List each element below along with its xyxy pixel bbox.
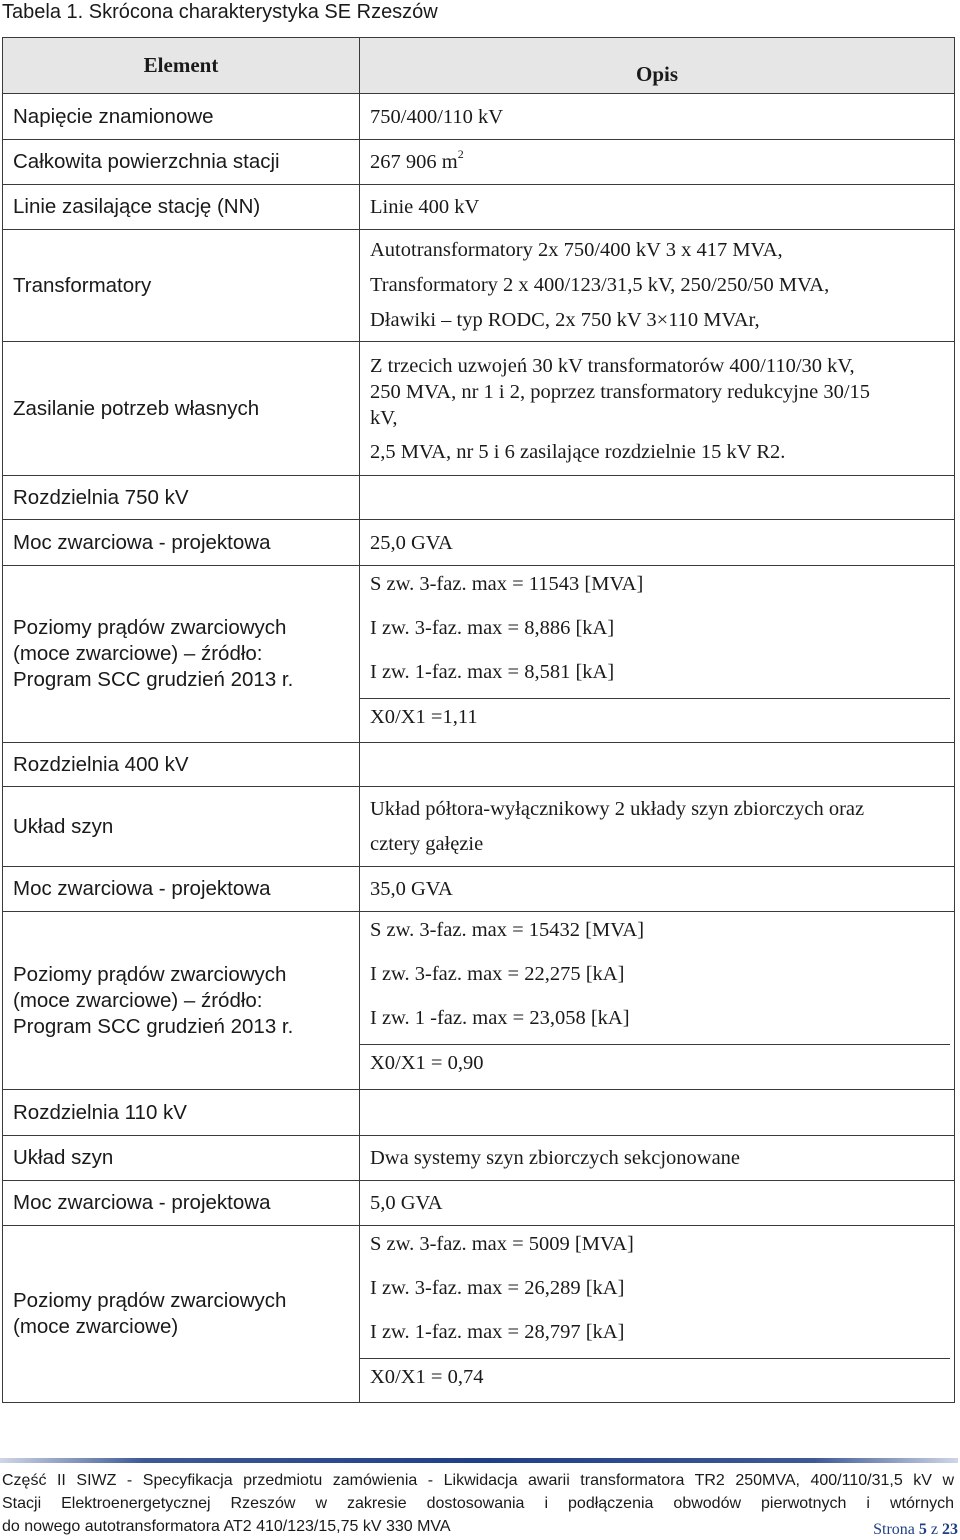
row-label-napiecie: Napięcie znamionowe xyxy=(3,94,360,140)
table-row xyxy=(3,140,955,185)
page-current: 5 xyxy=(918,1521,927,1538)
footer-line-1: Część II SIWZ - Specyfikacja przedmiotu zamówienia - Likwidacja awarii transformatora TR2 250MVA, 400/110/31,5 kV w xyxy=(2,1472,954,1489)
table-row xyxy=(3,230,955,342)
poziomy-750-line-1: Poziomy prądów zwarciowych xyxy=(13,616,287,639)
poziomy-110-i3: I zw. 3-faz. max = 26,289 [kA] xyxy=(370,1277,625,1299)
transformatory-line-3: Dławiki – typ RODC, 2x 750 kV 3×110 MVAr, xyxy=(370,309,760,331)
uklad-400-line-1: Układ półtora-wyłącznikowy 2 układy szyn zbiorczych oraz xyxy=(370,797,865,820)
row-label-powierzchnia: Całkowita powierzchnia stacji xyxy=(3,140,360,185)
transformatory-line-2: Transformatory 2 x 400/123/31,5 kV, 250/250/50 MVA, xyxy=(370,274,830,296)
row-label-uklad-110: Układ szyn xyxy=(3,1136,360,1181)
poziomy-110-line-1: Poziomy prądów zwarciowych xyxy=(13,1289,287,1312)
table-row xyxy=(3,566,955,743)
row-value-linie: Linie 400 kV xyxy=(360,185,955,230)
row-value-powierzchnia xyxy=(360,140,955,185)
poziomy-110-line-2: (moce zwarciowe) xyxy=(13,1315,179,1338)
characteristics-table xyxy=(2,37,955,1403)
row-label-zasilanie: Zasilanie potrzeb własnych xyxy=(3,342,360,476)
zasilanie-line-3: kV, xyxy=(370,406,398,429)
poziomy-400-s3: S zw. 3-faz. max = 15432 [MVA] xyxy=(370,919,645,941)
row-label-moc-750: Moc zwarciowa - projektowa xyxy=(3,520,360,566)
page-total: 23 xyxy=(942,1521,958,1538)
poziomy-750-i3: I zw. 3-faz. max = 8,886 [kA] xyxy=(370,617,615,639)
poziomy-750-line-2: (moce zwarciowe) – źródło: xyxy=(13,642,263,665)
page-prefix: Strona xyxy=(873,1521,915,1538)
row-label-transformatory: Transformatory xyxy=(3,230,360,342)
section-empty-400 xyxy=(360,743,955,787)
poziomy-400-x0x1: X0/X1 = 0,90 xyxy=(360,1044,950,1089)
page-footer xyxy=(2,1469,954,1538)
poziomy-750-x0x1: X0/X1 =1,11 xyxy=(360,698,950,742)
table-row xyxy=(3,342,955,476)
poziomy-400-line-1: Poziomy prądów zwarciowych xyxy=(13,962,287,986)
row-label-moc-110: Moc zwarciowa - projektowa xyxy=(3,1181,360,1226)
table-row xyxy=(3,1136,955,1181)
table-caption: Tabela 1. Skrócona charakterystyka SE Rzeszów xyxy=(2,1,438,23)
table-row xyxy=(3,94,955,140)
poziomy-400-i3: I zw. 3-faz. max = 22,275 [kA] xyxy=(370,963,625,985)
poziomy-400-i1: I zw. 1 -faz. max = 23,058 [kA] xyxy=(370,1007,630,1029)
row-label-uklad-400: Układ szyn xyxy=(3,787,360,867)
table-row xyxy=(3,520,955,566)
footer-divider xyxy=(0,1458,958,1463)
row-label-linie: Linie zasilające stację (NN) xyxy=(3,185,360,230)
header-element: Element xyxy=(3,38,360,94)
row-label-poziomy-400 xyxy=(3,912,360,1090)
poziomy-110-x0x1: X0/X1 = 0,74 xyxy=(360,1358,950,1402)
section-title-400: Rozdzielnia 400 kV xyxy=(3,743,360,787)
row-value-transformatory xyxy=(360,230,955,342)
table-header-row xyxy=(3,38,955,94)
poziomy-750-i1: I zw. 1-faz. max = 8,581 [kA] xyxy=(370,661,615,683)
row-value-poziomy-400 xyxy=(360,912,955,1090)
footer-line-2: Stacji Elektroenergetycznej Rzeszów w zakresie dostosowania i podłączenia obwodów pierwotnych i wtórnych xyxy=(2,1495,954,1512)
table-row xyxy=(3,912,955,1090)
row-value-moc-750: 25,0 GVA xyxy=(360,520,955,566)
row-value-uklad-400 xyxy=(360,787,955,867)
table-row xyxy=(3,787,955,867)
section-empty-110 xyxy=(360,1090,955,1136)
table-row xyxy=(3,1181,955,1226)
row-value-uklad-110: Dwa systemy szyn zbiorczych sekcjonowane xyxy=(360,1136,955,1181)
row-value-poziomy-110 xyxy=(360,1226,955,1403)
poziomy-110-s3: S zw. 3-faz. max = 5009 [MVA] xyxy=(370,1233,634,1255)
poziomy-750-line-3: Program SCC grudzień 2013 r. xyxy=(13,668,294,691)
table-row xyxy=(3,743,955,787)
page-number xyxy=(873,1521,958,1539)
section-title-750: Rozdzielnia 750 kV xyxy=(3,476,360,520)
transformatory-line-1: Autotransformatory 2x 750/400 kV 3 x 417 MVA, xyxy=(370,239,783,261)
zasilanie-line-1: Z trzecich uzwojeń 30 kV transformatorów 400/110/30 kV, xyxy=(370,354,855,377)
poziomy-400-line-2: (moce zwarciowe) – źródło: xyxy=(13,988,263,1012)
row-value-poziomy-750 xyxy=(360,566,955,743)
row-value-moc-400: 35,0 GVA xyxy=(360,867,955,912)
table-row xyxy=(3,185,955,230)
section-title-110: Rozdzielnia 110 kV xyxy=(3,1090,360,1136)
footer-line-3: do nowego autotransformatora AT2 410/123/15,75 kV 330 MVA xyxy=(2,1518,451,1535)
table-row xyxy=(3,476,955,520)
area-value: 267 906 m xyxy=(370,151,458,173)
row-label-moc-400: Moc zwarciowa - projektowa xyxy=(3,867,360,912)
row-value-moc-110: 5,0 GVA xyxy=(360,1181,955,1226)
uklad-400-line-2: cztery gałęzie xyxy=(370,832,484,855)
section-empty-750 xyxy=(360,476,955,520)
row-label-poziomy-750 xyxy=(3,566,360,743)
area-unit-exponent: 2 xyxy=(457,147,464,162)
row-value-napiecie: 750/400/110 kV xyxy=(360,94,955,140)
poziomy-750-s3: S zw. 3-faz. max = 11543 [MVA] xyxy=(370,573,644,595)
row-label-poziomy-110 xyxy=(3,1226,360,1403)
poziomy-400-line-3: Program SCC grudzień 2013 r. xyxy=(13,1014,294,1038)
table-row xyxy=(3,1226,955,1403)
page-sep: z xyxy=(930,1521,938,1538)
zasilanie-line-2: 250 MVA, nr 1 i 2, poprzez transformatory redukcyjne 30/15 xyxy=(370,380,871,403)
row-value-zasilanie xyxy=(360,342,955,476)
table-row xyxy=(3,867,955,912)
zasilanie-line-4: 2,5 MVA, nr 5 i 6 zasilające rozdzielnie 15 kV R2. xyxy=(370,440,786,463)
table-row xyxy=(3,1090,955,1136)
poziomy-110-i1: I zw. 1-faz. max = 28,797 [kA] xyxy=(370,1321,625,1343)
header-opis: Opis xyxy=(360,38,955,94)
